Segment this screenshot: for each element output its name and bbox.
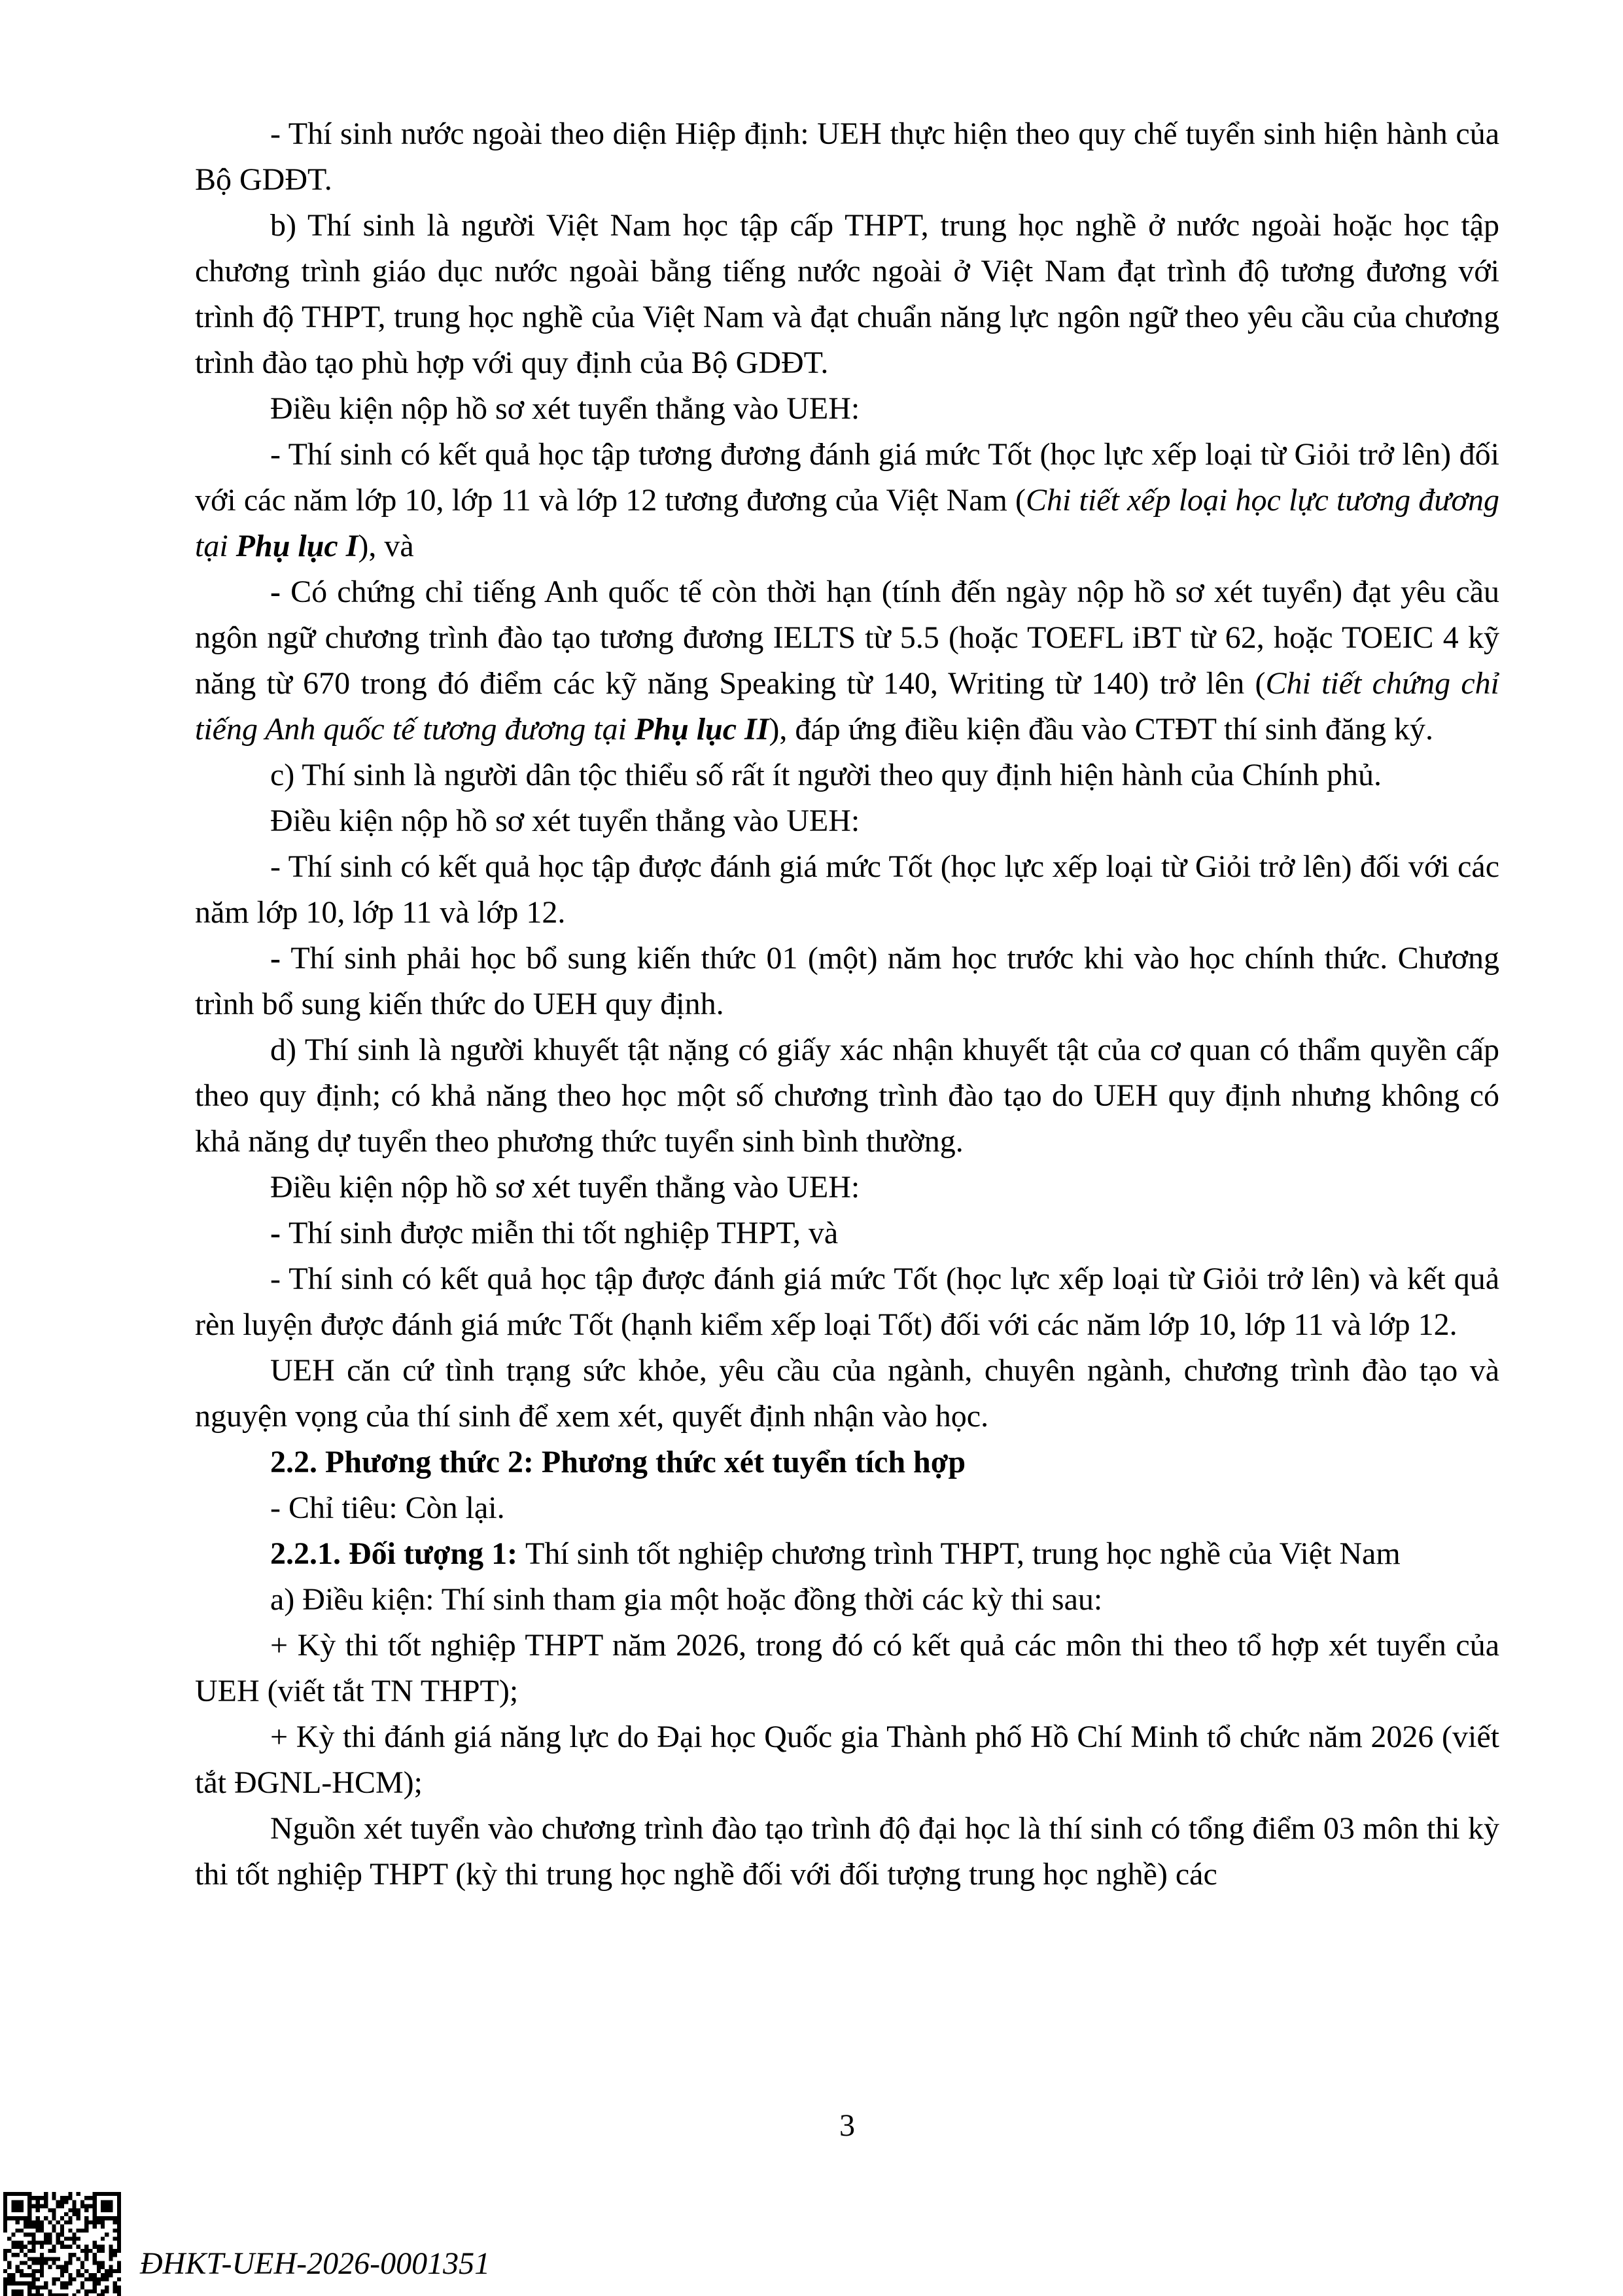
paragraph xyxy=(195,1531,1499,1577)
document-code: ĐHKT-UEH-2026-0001351 xyxy=(140,2246,491,2281)
text-run: 2.2. Phương thức 2: Phương thức xét tuyển tích hợp xyxy=(270,1445,966,1479)
text-run: Có chứng chỉ tiếng Anh quốc tế còn thời hạn (tính đến ngày nộp hồ sơ xét tuyển) đạt yêu cầu ngôn ngữ chương trình đào tạo tương đương IELTS từ 5.5 (hoặc TOEFL iBT từ 62, hoặc TOEIC 4 kỹ năng từ 670 trong đó điểm các kỹ năng Speaking từ 140, Writing từ 140) trở lên ( xyxy=(195,574,1499,701)
text-run: UEH căn cứ tình trạng sức khỏe, yêu cầu của ngành, chuyên ngành, chương trình đào tạo và nguyện vọng của thí sinh để xem xét, quyết định nhận vào học. xyxy=(195,1353,1499,1434)
text-run: ), và xyxy=(358,529,414,563)
paragraph xyxy=(195,1485,1499,1531)
text-run: Điều kiện nộp hồ sơ xét tuyển thẳng vào UEH: xyxy=(270,1170,860,1205)
text-run: - Chỉ tiêu: Còn lại. xyxy=(270,1491,505,1525)
text-run: Nguồn xét tuyển vào chương trình đào tạo trình độ đại học là thí sinh có tổng điểm 03 môn thi kỳ thi tốt nghiệp THPT (kỳ thi trung học nghề đối với đối tượng trung học nghề) các xyxy=(195,1811,1499,1892)
paragraph xyxy=(195,386,1499,432)
text-run: + Kỳ thi đánh giá năng lực do Đại học Quốc gia Thành phố Hồ Chí Minh tổ chức năm 2026 (viết tắt ĐGNL-HCM); xyxy=(195,1720,1499,1800)
paragraph xyxy=(195,936,1499,1027)
paragraph xyxy=(195,1256,1499,1348)
paragraph xyxy=(195,1210,1499,1256)
text-run: - xyxy=(270,941,291,976)
text-run: Thí sinh được miễn thi tốt nghiệp THPT, và xyxy=(288,1216,839,1250)
text-run: d) Thí sinh là người khuyết tật nặng có giấy xác nhận khuyết tật của cơ quan có thẩm quyền cấp theo quy định; có khả năng theo học một số chương trình đào tạo do UEH quy định nhưng không có khả năng dự tuyển theo phương thức tuyển sinh bình thường. xyxy=(195,1033,1499,1159)
paragraph xyxy=(195,844,1499,936)
paragraph xyxy=(195,1577,1499,1623)
paragraph xyxy=(195,1806,1499,1898)
text-run: Điều kiện nộp hồ sơ xét tuyển thẳng vào UEH: xyxy=(270,391,860,426)
text-run: Chi tiết xếp loại học lực tương đương tại xyxy=(195,483,1500,563)
text-run: Điều kiện nộp hồ sơ xét tuyển thẳng vào UEH: xyxy=(270,804,860,838)
text-run: Thí sinh tốt nghiệp chương trình THPT, trung học nghề của Việt Nam xyxy=(525,1536,1401,1571)
qr-code-icon xyxy=(3,2192,121,2296)
text-run: - Thí sinh có kết quả học tập được đánh giá mức Tốt (học lực xếp loại từ Giỏi trở lên) và kết quả rèn luyện được đánh giá mức Tốt (hạnh kiểm xếp loại Tốt) đối với các năm lớp 10, lớp 11 và lớp 12. xyxy=(195,1262,1499,1342)
document-body xyxy=(195,111,1499,1898)
paragraph xyxy=(195,432,1499,569)
paragraph xyxy=(195,798,1499,844)
paragraph xyxy=(195,569,1499,752)
text-run: - Thí sinh có kết quả học tập tương đương đánh giá mức Tốt (học lực xếp loại từ Giỏi trở lên) đối với các năm lớp 10, lớp 11 và lớp 12 tương đương của Việt Nam ( xyxy=(195,437,1499,518)
text-run: - Thí sinh có kết quả học tập được đánh giá mức Tốt (học lực xếp loại từ Giỏi trở lên) đối với các năm lớp 10, lớp 11 và lớp 12. xyxy=(195,849,1499,930)
text-run: - xyxy=(270,1216,288,1250)
text-run: - Thí sinh nước ngoài theo diện Hiệp định: UEH thực hiện theo quy chế tuyển sinh hiện hành của Bộ GDĐT. xyxy=(195,116,1499,197)
text-run: ), đáp ứng điều kiện đầu vào CTĐT thí sinh đăng ký. xyxy=(769,712,1434,747)
paragraph xyxy=(195,203,1499,386)
text-run: b) Thí sinh là người Việt Nam học tập cấp THPT, trung học nghề ở nước ngoài hoặc học tập chương trình giáo dục nước ngoài bằng tiếng nước ngoài ở Việt Nam đạt trình độ tương đương với trình độ THPT, trung học nghề của Việt Nam và đạt chuẩn năng lực ngôn ngữ theo yêu cầu của chương trình đào tạo phù hợp với quy định của Bộ GDĐT. xyxy=(195,208,1499,380)
text-run: Phụ lục I xyxy=(236,529,358,563)
text-run: Chi tiết chứng chỉ tiếng Anh quốc tế tương đương tại xyxy=(195,666,1499,747)
paragraph xyxy=(195,1165,1499,1210)
text-run: 2.2.1. Đối tượng 1: xyxy=(270,1536,526,1571)
paragraph xyxy=(195,111,1499,203)
text-run: Phụ lục II xyxy=(634,712,769,747)
paragraph xyxy=(195,1714,1499,1806)
text-run: Thí sinh phải học bổ sung kiến thức 01 (một) năm học trước khi vào học chính thức. Chương trình bổ sung kiến thức do UEH quy định. xyxy=(195,941,1500,1021)
text-run: c) Thí sinh là người dân tộc thiểu số rất ít người theo quy định hiện hành của Chính phủ. xyxy=(270,758,1382,792)
text-run: - xyxy=(270,574,291,609)
paragraph xyxy=(195,1027,1499,1165)
paragraph xyxy=(195,1439,1499,1485)
page-number: 3 xyxy=(839,2108,855,2143)
paragraph xyxy=(195,1623,1499,1714)
paragraph xyxy=(195,752,1499,798)
text-run: a) Điều kiện: Thí sinh tham gia một hoặc đồng thời các kỳ thi sau: xyxy=(270,1582,1103,1617)
paragraph xyxy=(195,1348,1499,1439)
text-run: + Kỳ thi tốt nghiệp THPT năm 2026, trong đó có kết quả các môn thi theo tổ hợp xét tuyển của UEH (viết tắt TN THPT); xyxy=(195,1628,1499,1708)
